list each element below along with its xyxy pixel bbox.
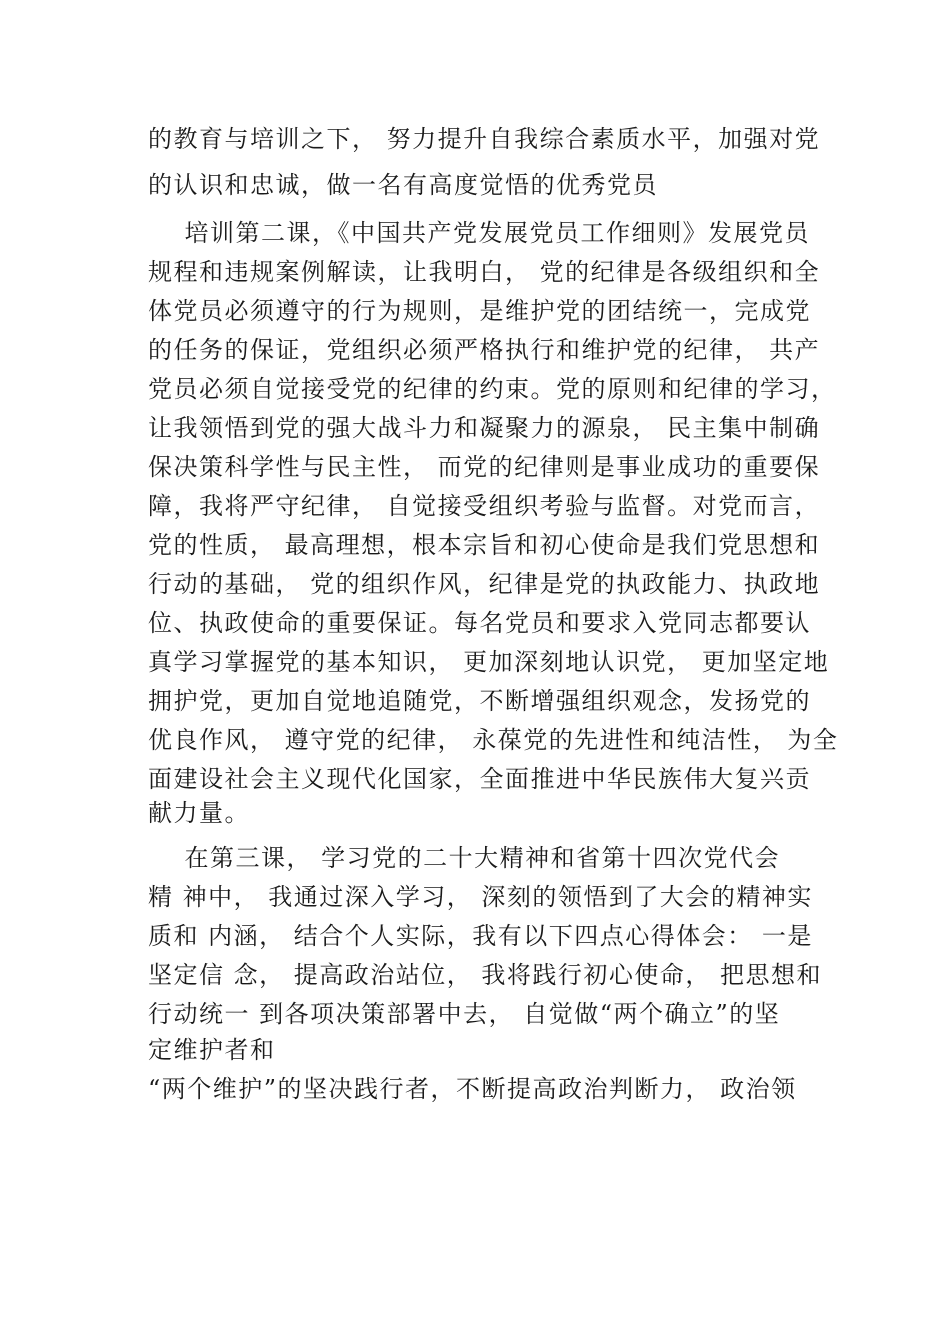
text-line: 行动的基础， 党的组织作风，纪律是党的执政能力、执政地 [148,570,821,598]
text-line: 位、执政使命的重要保证。每名党员和要求入党同志都要认 [148,609,811,637]
text-line: 培训第二课，《中国共产党发展党员工作细则》发展党员 [148,219,811,247]
text-line: 行动统一 到各项决策部署中去， 自觉做“两个确立”的坚 [148,1000,781,1028]
text-line: 面建设社会主义现代化国家，全面推进中华民族伟大复兴贡 [148,765,811,793]
text-line: 优良作风， 遵守党的纪律， 永葆党的先进性和纯洁性， 为全 [148,726,839,754]
text-line: 在第三课， 学习党的二十大精神和省第十四次党代会 [148,844,781,872]
text-line: 的认识和忠诚，做一名有高度觉悟的优秀党员 [148,171,658,199]
text-line: 拥护党，更加自觉地追随党，不断增强组织观念，发扬党的 [148,687,811,715]
text-line: 规程和违规案例解读，让我明白， 党的纪律是各级组织和全 [148,258,821,286]
text-line: 的教育与培训之下， 努力提升自我综合素质水平，加强对党 [148,125,821,153]
text-line: 的任务的保证，党组织必须严格执行和维护党的纪律， 共产 [148,336,821,364]
text-line: 党员必须自觉接受党的纪律的约束。党的原则和纪律的学习， [148,375,837,403]
text-line: 献力量。 [148,799,250,827]
text-line: 坚定信 念， 提高政治站位， 我将践行初心使命， 把思想和 [148,961,823,989]
text-line: 体党员必须遵守的行为规则，是维护党的团结统一，完成党 [148,297,811,325]
text-line: 障，我将严守纪律， 自觉接受组织考验与监督。对党而言， [148,492,821,520]
text-line: 保决策科学性与民主性， 而党的纪律则是事业成功的重要保 [148,453,821,481]
text-line: 精 神中， 我通过深入学习， 深刻的领悟到了大会的精神实 [148,883,813,911]
text-line: 定维护者和 [148,1036,276,1064]
text-line: “两个维护”的坚决践行者，不断提高政治判断力， 政治领 [148,1075,797,1103]
text-line: 质和 内涵， 结合个人实际，我有以下四点心得体会： 一是 [148,922,813,950]
text-line: 让我领悟到党的强大战斗力和凝聚力的源泉， 民主集中制确 [148,414,821,442]
text-line: 真学习掌握党的基本知识， 更加深刻地认识党， 更加坚定地 [148,648,830,676]
text-line: 党的性质， 最高理想，根本宗旨和初心使命是我们党思想和 [148,531,821,559]
